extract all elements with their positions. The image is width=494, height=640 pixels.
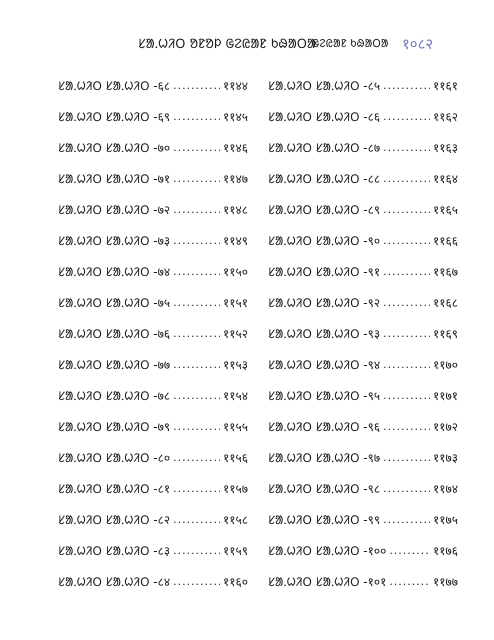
entry-label: ᱥᱟᱹᱦᱤᱛ ᱥᱟᱹᱦᱤᱛ -८७ [268, 141, 381, 155]
entry-page-number: ११५४ [223, 389, 248, 403]
entry-label: ᱥᱟᱹᱦᱤᱛ ᱥᱟᱹᱦᱤᱛ -८२ [58, 513, 171, 527]
index-entry [58, 442, 248, 473]
index-entry [58, 101, 248, 132]
dot-leader [383, 513, 430, 526]
index-entry [268, 225, 458, 256]
entry-label: ᱥᱟᱹᱦᱤᱛ ᱥᱟᱹᱦᱤᱛ -७५ [58, 296, 171, 310]
entry-page-number: ११६३ [433, 141, 458, 155]
index-entry [268, 70, 458, 101]
dot-leader [383, 203, 430, 216]
entry-page-number: ११७५ [433, 513, 458, 527]
entry-label: ᱥᱟᱹᱦᱤᱛ ᱥᱟᱹᱦᱤᱛ -७७ [58, 358, 171, 372]
index-entry [58, 287, 248, 318]
page-number: १०८२ [402, 35, 434, 53]
index-entry [268, 566, 458, 597]
entry-label: ᱥᱟᱹᱦᱤᱛ ᱥᱟᱹᱦᱤᱛ -८१ [58, 482, 171, 496]
entry-page-number: ११७० [433, 358, 458, 372]
dot-leader [383, 296, 430, 309]
dot-leader [173, 79, 220, 92]
entry-page-number: ११४८ [223, 203, 248, 217]
entry-page-number: ११७६ [433, 544, 458, 558]
dot-leader [383, 234, 430, 247]
index-entry [58, 194, 248, 225]
entry-page-number: ११६४ [433, 172, 458, 186]
entry-page-number: ११५२ [223, 327, 248, 341]
index-entry [268, 194, 458, 225]
index-entry [58, 504, 248, 535]
index-entry [268, 442, 458, 473]
index-entry [58, 256, 248, 287]
dot-leader [173, 296, 220, 309]
index-entry [58, 566, 248, 597]
entry-label: ᱥᱟᱹᱦᱤᱛ ᱥᱟᱹᱦᱤᱛ -६९ [58, 110, 171, 124]
entry-label: ᱥᱟᱹᱦᱤᱛ ᱥᱟᱹᱦᱤᱛ -७३ [58, 234, 171, 248]
entry-label: ᱥᱟᱹᱦᱤᱛ ᱥᱟᱹᱦᱤᱛ -८९ [268, 203, 381, 217]
dot-leader [383, 451, 430, 464]
dot-leader [383, 358, 430, 371]
entry-label: ᱥᱟᱹᱦᱤᱛ ᱥᱟᱹᱦᱤᱛ -१०१ [268, 575, 387, 589]
entry-label: ᱥᱟᱹᱦᱤᱛ ᱥᱟᱹᱦᱤᱛ -९१ [268, 265, 381, 279]
entry-page-number: ११५० [223, 265, 248, 279]
dot-leader [173, 327, 220, 340]
entry-page-number: ११६० [223, 575, 248, 589]
dot-leader [173, 544, 220, 557]
index-entry [58, 349, 248, 380]
entry-page-number: ११७२ [433, 420, 458, 434]
dot-leader [173, 513, 220, 526]
dot-leader [383, 79, 430, 92]
entry-page-number: ११७३ [433, 451, 458, 465]
entry-label: ᱥᱟᱹᱦᱤᱛ ᱥᱟᱹᱦᱤᱛ -७१ [58, 172, 171, 186]
dot-leader [389, 575, 430, 588]
entry-label: ᱥᱟᱹᱦᱤᱛ ᱥᱟᱹᱦᱤᱛ -९० [268, 234, 381, 248]
entry-page-number: ११६५ [433, 203, 458, 217]
entry-label: ᱥᱟᱹᱦᱤᱛ ᱥᱟᱹᱦᱤᱛ -८४ [58, 575, 171, 589]
entry-label: ᱥᱟᱹᱦᱤᱛ ᱥᱟᱹᱦᱤᱛ -६८ [58, 79, 171, 93]
entry-page-number: ११४५ [223, 110, 248, 124]
entry-label: ᱥᱟᱹᱦᱤᱛ ᱥᱟᱹᱦᱤᱛ -९८ [268, 482, 381, 496]
dot-leader [383, 420, 430, 433]
dot-leader [173, 482, 220, 495]
dot-leader [383, 389, 430, 402]
index-entry [268, 287, 458, 318]
page-subtitle: ᱜᱮᱭᱟᱱ ᱠᱷᱟᱛᱟ [312, 37, 389, 50]
entry-label: ᱥᱟᱹᱦᱤᱛ ᱥᱟᱹᱦᱤᱛ -७९ [58, 420, 171, 434]
entry-label: ᱥᱟᱹᱦᱤᱛ ᱥᱟᱹᱦᱤᱛ -९२ [268, 296, 381, 310]
dot-leader [383, 141, 430, 154]
dot-leader [173, 110, 220, 123]
entry-label: ᱥᱟᱹᱦᱤᱛ ᱥᱟᱹᱦᱤᱛ -९३ [268, 327, 381, 341]
entry-label: ᱥᱟᱹᱦᱤᱛ ᱥᱟᱹᱦᱤᱛ -७४ [58, 265, 171, 279]
index-entry [58, 535, 248, 566]
index-entry [58, 473, 248, 504]
entry-page-number: ११५१ [223, 296, 248, 310]
entry-label: ᱥᱟᱹᱦᱤᱛ ᱥᱟᱹᱦᱤᱛ -९४ [268, 358, 381, 372]
entry-page-number: ११७१ [433, 389, 458, 403]
entry-page-number: ११४६ [223, 141, 248, 155]
index-entry [268, 101, 458, 132]
dot-leader [383, 265, 430, 278]
entry-page-number: ११४९ [223, 234, 248, 248]
dot-leader [173, 234, 220, 247]
index-entry [268, 504, 458, 535]
index-entry [268, 535, 458, 566]
index-entry [58, 132, 248, 163]
entry-label: ᱥᱟᱹᱦᱤᱛ ᱥᱟᱹᱦᱤᱛ -७६ [58, 327, 171, 341]
index-entry [58, 380, 248, 411]
dot-leader [173, 265, 220, 278]
dot-leader [173, 451, 220, 464]
dot-leader [389, 544, 430, 557]
index-entry [268, 318, 458, 349]
entry-page-number: ११६८ [433, 296, 458, 310]
page-title: ᱥᱟᱹᱦᱤᱛ ᱚᱱᱚᱞ ᱜᱮᱭᱟᱱ ᱠᱷᱟᱛᱟ [138, 37, 316, 52]
dot-leader [173, 358, 220, 371]
index-entry [58, 225, 248, 256]
dot-leader [173, 389, 220, 402]
dot-leader [173, 141, 220, 154]
entry-label: ᱥᱟᱹᱦᱤᱛ ᱥᱟᱹᱦᱤᱛ -८० [58, 451, 171, 465]
index-entry [58, 411, 248, 442]
entry-label: ᱥᱟᱹᱦᱤᱛ ᱥᱟᱹᱦᱤᱛ -८३ [58, 544, 171, 558]
entry-page-number: ११७४ [433, 482, 458, 496]
entry-label: ᱥᱟᱹᱦᱤᱛ ᱥᱟᱹᱦᱤᱛ -९९ [268, 513, 381, 527]
entry-label: ᱥᱟᱹᱦᱤᱛ ᱥᱟᱹᱦᱤᱛ -१०० [268, 544, 387, 558]
index-entry [268, 163, 458, 194]
entry-label: ᱥᱟᱹᱦᱤᱛ ᱥᱟᱹᱦᱤᱛ -९७ [268, 451, 381, 465]
index-entry [58, 70, 248, 101]
entry-page-number: ११६६ [433, 234, 458, 248]
entry-page-number: ११५६ [223, 451, 248, 465]
entry-label: ᱥᱟᱹᱦᱤᱛ ᱥᱟᱹᱦᱤᱛ -७० [58, 141, 171, 155]
index-entry [268, 411, 458, 442]
dot-leader [173, 172, 220, 185]
entry-page-number: ११६९ [433, 327, 458, 341]
index-entry [268, 473, 458, 504]
dot-leader [383, 172, 430, 185]
entry-label: ᱥᱟᱹᱦᱤᱛ ᱥᱟᱹᱦᱤᱛ -९६ [268, 420, 381, 434]
entry-page-number: ११४७ [223, 172, 248, 186]
dot-leader [173, 575, 220, 588]
index-entry [268, 256, 458, 287]
entry-label: ᱥᱟᱹᱦᱤᱛ ᱥᱟᱹᱦᱤᱛ -९५ [268, 389, 381, 403]
dot-leader [383, 110, 430, 123]
dot-leader [383, 327, 430, 340]
dot-leader [383, 482, 430, 495]
entry-page-number: ११५५ [223, 420, 248, 434]
dot-leader [173, 203, 220, 216]
entry-label: ᱥᱟᱹᱦᱤᱛ ᱥᱟᱹᱦᱤᱛ -७८ [58, 389, 171, 403]
entry-label: ᱥᱟᱹᱦᱤᱛ ᱥᱟᱹᱦᱤᱛ -७२ [58, 203, 171, 217]
entry-label: ᱥᱟᱹᱦᱤᱛ ᱥᱟᱹᱦᱤᱛ -८५ [268, 79, 381, 93]
index-entry [58, 163, 248, 194]
entry-page-number: ११५३ [223, 358, 248, 372]
index-entry [268, 380, 458, 411]
entry-page-number: ११५७ [223, 482, 248, 496]
entry-page-number: ११५९ [223, 544, 248, 558]
entry-page-number: ११६२ [433, 110, 458, 124]
entry-page-number: ११४४ [223, 79, 248, 93]
index-column-left [58, 70, 248, 597]
index-entry [268, 349, 458, 380]
dot-leader [173, 420, 220, 433]
entry-label: ᱥᱟᱹᱦᱤᱛ ᱥᱟᱹᱦᱤᱛ -८८ [268, 172, 381, 186]
index-entry [268, 132, 458, 163]
entry-page-number: ११६१ [433, 79, 458, 93]
entry-label: ᱥᱟᱹᱦᱤᱛ ᱥᱟᱹᱦᱤᱛ -८६ [268, 110, 381, 124]
index-column-right [268, 70, 458, 597]
entry-page-number: ११७७ [433, 575, 458, 589]
entry-page-number: ११५८ [223, 513, 248, 527]
page-header [0, 32, 494, 58]
index-entry [58, 318, 248, 349]
entry-page-number: ११६७ [433, 265, 458, 279]
